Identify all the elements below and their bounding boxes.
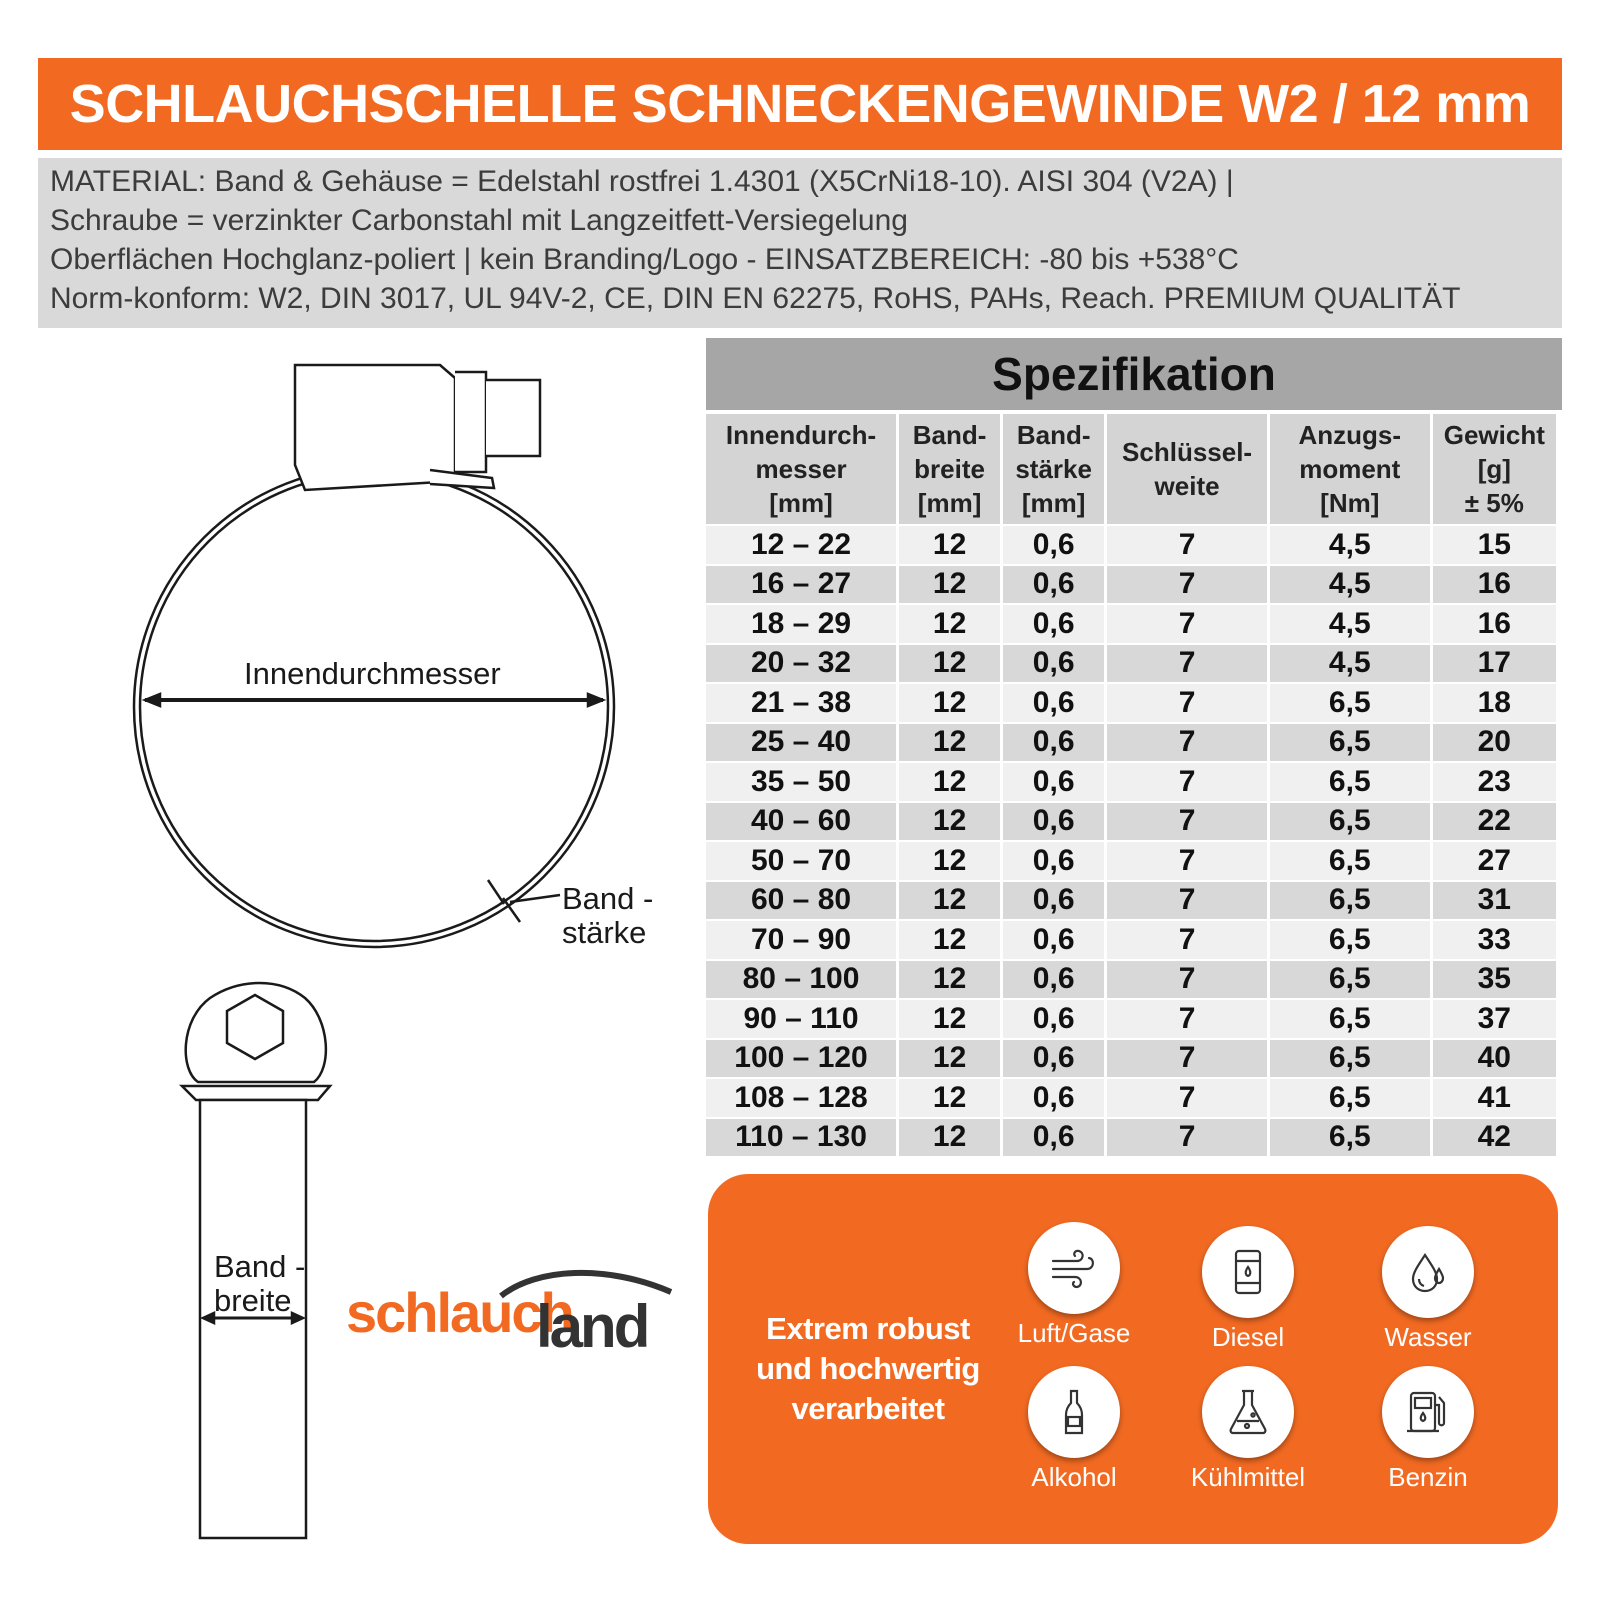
table-cell: 6,5 [1270,724,1430,762]
table-cell: 20 [1433,724,1556,762]
table-cell: 4,5 [1270,605,1430,643]
feature-label: Wasser [1384,1322,1472,1352]
table-cell: 7 [1107,724,1267,762]
table-cell: 27 [1433,842,1556,880]
table-cell: 0,6 [1003,1119,1104,1157]
table-row [706,921,1556,959]
table-cell: 35 – 50 [706,763,896,801]
table-row [706,645,1556,683]
table-cell: 16 [1433,566,1556,604]
table-cell: 18 [1433,684,1556,722]
table-cell: 12 [899,803,1000,841]
water-drop-icon [1382,1226,1474,1318]
col-header-weight: Gewicht [g] ± 5% [1433,414,1556,524]
table-cell: 12 [899,1040,1000,1078]
table-cell: 41 [1433,1079,1556,1117]
table-cell: 37 [1433,1000,1556,1038]
table-row [706,882,1556,920]
table-cell: 7 [1107,961,1267,999]
features-panel [708,1174,1558,1544]
table-cell: 50 – 70 [706,842,896,880]
table-cell: 12 [899,645,1000,683]
table-cell: 12 [899,1119,1000,1157]
table-row [706,724,1556,762]
feature-label: Kühlmittel [1190,1462,1306,1492]
table-row [706,526,1556,564]
col-header-band-width: Band- breite [mm] [899,414,1000,524]
table-cell: 108 – 128 [706,1079,896,1117]
features-tagline: Extrem robust und hochwertig verarbeitet [756,1311,980,1426]
table-row [706,684,1556,722]
table-cell: 6,5 [1270,961,1430,999]
table-cell: 31 [1433,882,1556,920]
feature-label: Alkohol [1031,1462,1117,1492]
flask-icon [1202,1366,1294,1458]
table-cell: 7 [1107,526,1267,564]
table-cell: 6,5 [1270,1000,1430,1038]
table-cell: 20 – 32 [706,645,896,683]
table-cell: 0,6 [1003,566,1104,604]
table-cell: 6,5 [1270,763,1430,801]
table-cell: 6,5 [1270,882,1430,920]
table-cell: 12 [899,724,1000,762]
table-cell: 4,5 [1270,566,1430,604]
table-cell: 4,5 [1270,526,1430,564]
logo-text-dark: land [536,1293,648,1360]
table-cell: 0,6 [1003,882,1104,920]
table-cell: 7 [1107,566,1267,604]
table-cell: 7 [1107,921,1267,959]
table-cell: 7 [1107,1040,1267,1078]
table-cell: 12 [899,684,1000,722]
band-thickness-label: Band - stärke [562,881,654,950]
table-cell: 0,6 [1003,605,1104,643]
col-header-band-thickness: Band- stärke [mm] [1003,414,1104,524]
table-cell: 6,5 [1270,921,1430,959]
spec-table [703,412,1559,1158]
table-cell: 7 [1107,645,1267,683]
barrel-icon [1202,1226,1294,1318]
col-header-torque: Anzugs- moment [Nm] [1270,414,1430,524]
table-cell: 12 – 22 [706,526,896,564]
table-cell: 0,6 [1003,1000,1104,1038]
table-cell: 17 [1433,645,1556,683]
table-cell: 12 [899,1000,1000,1038]
table-cell: 0,6 [1003,961,1104,999]
table-cell: 12 [899,882,1000,920]
table-cell: 23 [1433,763,1556,801]
table-cell: 12 [899,763,1000,801]
feature-label: Luft/Gase [1017,1318,1131,1348]
table-cell: 15 [1433,526,1556,564]
table-cell: 7 [1107,605,1267,643]
table-cell: 0,6 [1003,763,1104,801]
table-row [706,1040,1556,1078]
table-cell: 12 [899,1079,1000,1117]
table-cell: 0,6 [1003,1040,1104,1078]
table-row [706,803,1556,841]
table-cell: 12 [899,526,1000,564]
clamp-ring [134,467,614,947]
material-line: Norm-konform: W2, DIN 3017, UL 94V-2, CE, DIN EN 62275, RoHS, PAHs, Reach. PREMIUM QUALITÄT [50,282,1461,315]
table-cell: 6,5 [1270,1079,1430,1117]
table-cell: 40 [1433,1040,1556,1078]
col-header-wrench-size: Schlüssel- weite [1107,414,1267,524]
table-cell: 18 – 29 [706,605,896,643]
table-cell: 6,5 [1270,842,1430,880]
brand-logo [346,1262,676,1362]
table-cell: 12 [899,566,1000,604]
table-cell: 0,6 [1003,684,1104,722]
table-cell: 7 [1107,842,1267,880]
table-cell: 12 [899,961,1000,999]
band-width-label: Band - breite [214,1249,306,1318]
inner-diameter-label: Innendurchmesser [244,656,501,691]
table-cell: 21 – 38 [706,684,896,722]
table-cell: 12 [899,605,1000,643]
table-cell: 12 [899,842,1000,880]
bottle-icon [1028,1366,1120,1458]
table-cell: 80 – 100 [706,961,896,999]
feature-label: Diesel [1211,1322,1285,1352]
table-cell: 6,5 [1270,684,1430,722]
clamp-screw-head [486,380,540,456]
table-row [706,1000,1556,1038]
table-cell: 12 [899,921,1000,959]
table-cell: 70 – 90 [706,921,896,959]
table-cell: 0,6 [1003,803,1104,841]
table-cell: 6,5 [1270,803,1430,841]
table-cell: 0,6 [1003,526,1104,564]
fuel-pump-icon [1382,1366,1474,1458]
table-cell: 100 – 120 [706,1040,896,1078]
feature-label: Benzin [1388,1462,1468,1492]
spec-header-row [706,414,1556,524]
table-cell: 7 [1107,1079,1267,1117]
table-cell: 4,5 [1270,645,1430,683]
table-cell: 110 – 130 [706,1119,896,1157]
col-header-inner-diameter: Innendurch- messer [mm] [706,414,896,524]
table-cell: 7 [1107,763,1267,801]
table-cell: 42 [1433,1119,1556,1157]
table-row [706,763,1556,801]
table-cell: 35 [1433,961,1556,999]
clamp-ring-inner [140,473,608,941]
spec-body [706,526,1556,1156]
table-cell: 40 – 60 [706,803,896,841]
table-cell: 7 [1107,882,1267,920]
material-line: Oberflächen Hochglanz-poliert | kein Branding/Logo - EINSATZBEREICH: -80 bis +538°C [50,243,1239,276]
table-row [706,842,1556,880]
table-cell: 7 [1107,684,1267,722]
table-row [706,961,1556,999]
table-cell: 0,6 [1003,724,1104,762]
spec-title: Spezifikation [992,348,1276,400]
page-title: SCHLAUCHSCHELLE SCHNECKENGEWINDE W2 / 12 mm [69,74,1531,134]
table-cell: 33 [1433,921,1556,959]
spec-header [706,338,1562,410]
table-cell: 25 – 40 [706,724,896,762]
logo-text-orange: schlauch [346,1281,573,1344]
material-line: Schraube = verzinkter Carbonstahl mit Langzeitfett-Versiegelung [50,204,908,237]
table-cell: 0,6 [1003,921,1104,959]
table-row [706,1119,1556,1157]
table-cell: 0,6 [1003,842,1104,880]
table-cell: 90 – 110 [706,1000,896,1038]
material-line: MATERIAL: Band & Gehäuse = Edelstahl rostfrei 1.4301 (X5CrNi18-10). AISI 304 (V2A) | [50,165,1234,198]
air-icon [1028,1222,1120,1314]
table-row [706,1079,1556,1117]
table-cell: 22 [1433,803,1556,841]
table-cell: 0,6 [1003,1079,1104,1117]
table-cell: 0,6 [1003,645,1104,683]
table-cell: 7 [1107,803,1267,841]
table-cell: 16 [1433,605,1556,643]
table-cell: 6,5 [1270,1040,1430,1078]
table-cell: 7 [1107,1119,1267,1157]
table-row [706,605,1556,643]
clamp-screw-neck [455,372,486,472]
table-cell: 60 – 80 [706,882,896,920]
table-row [706,566,1556,604]
table-cell: 16 – 27 [706,566,896,604]
table-cell: 7 [1107,1000,1267,1038]
table-cell: 6,5 [1270,1119,1430,1157]
